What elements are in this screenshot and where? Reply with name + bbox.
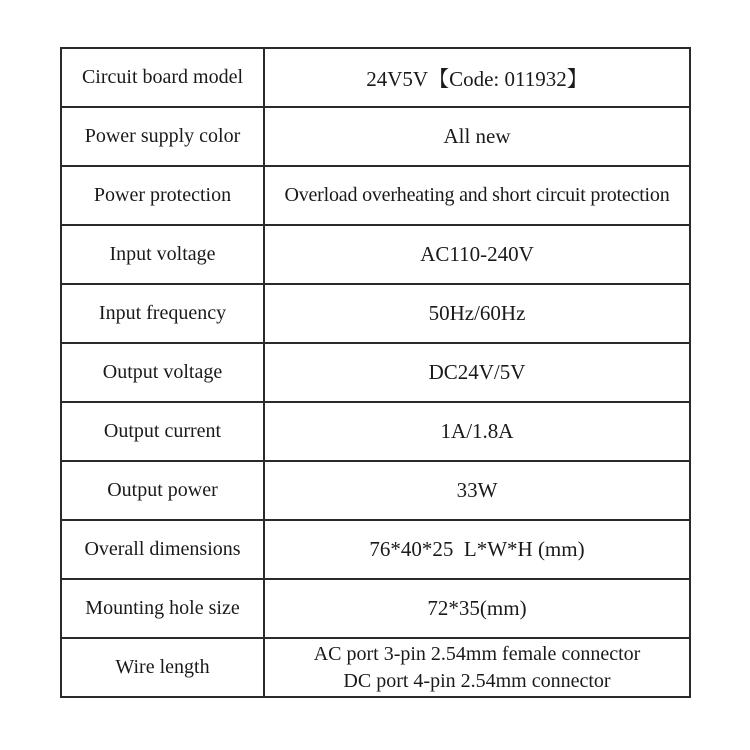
spec-value: All new [264,107,690,166]
spec-label: Circuit board model [61,48,264,107]
spec-label: Output current [61,402,264,461]
spec-row-input-frequency [61,284,690,343]
spec-label: Output voltage [61,343,264,402]
spec-value: 24V5V【Code: 011932】 [264,48,690,107]
spec-value: 1A/1.8A [264,402,690,461]
spec-label: Input voltage [61,225,264,284]
spec-label: Mounting hole size [61,579,264,638]
spec-label: Power supply color [61,107,264,166]
spec-value: 72*35(mm) [264,579,690,638]
spec-value: 33W [264,461,690,520]
spec-row-output-voltage [61,343,690,402]
spec-row-power-supply-color [61,107,690,166]
spec-label: Wire length [61,638,264,697]
spec-row-mounting-hole-size [61,579,690,638]
spec-row-output-current [61,402,690,461]
spec-row-overall-dimensions [61,520,690,579]
spec-row-output-power [61,461,690,520]
spec-label: Input frequency [61,284,264,343]
spec-value: 50Hz/60Hz [264,284,690,343]
spec-label: Overall dimensions [61,520,264,579]
spec-table [60,47,691,698]
spec-value: AC110-240V [264,225,690,284]
spec-value-line: DC port 4-pin 2.54mm connector [343,669,611,692]
spec-row-input-voltage [61,225,690,284]
spec-value-line: AC port 3-pin 2.54mm female connector [313,642,641,665]
spec-row-circuit-board-model [61,48,690,107]
spec-value: 76*40*25 L*W*H (mm) [264,520,690,579]
spec-value: Overload overheating and short circuit protection [264,166,690,225]
spec-value [264,638,690,697]
spec-row-wire-length [61,638,690,697]
spec-label: Output power [61,461,264,520]
spec-value: DC24V/5V [264,343,690,402]
spec-label: Power protection [61,166,264,225]
spec-row-power-protection [61,166,690,225]
